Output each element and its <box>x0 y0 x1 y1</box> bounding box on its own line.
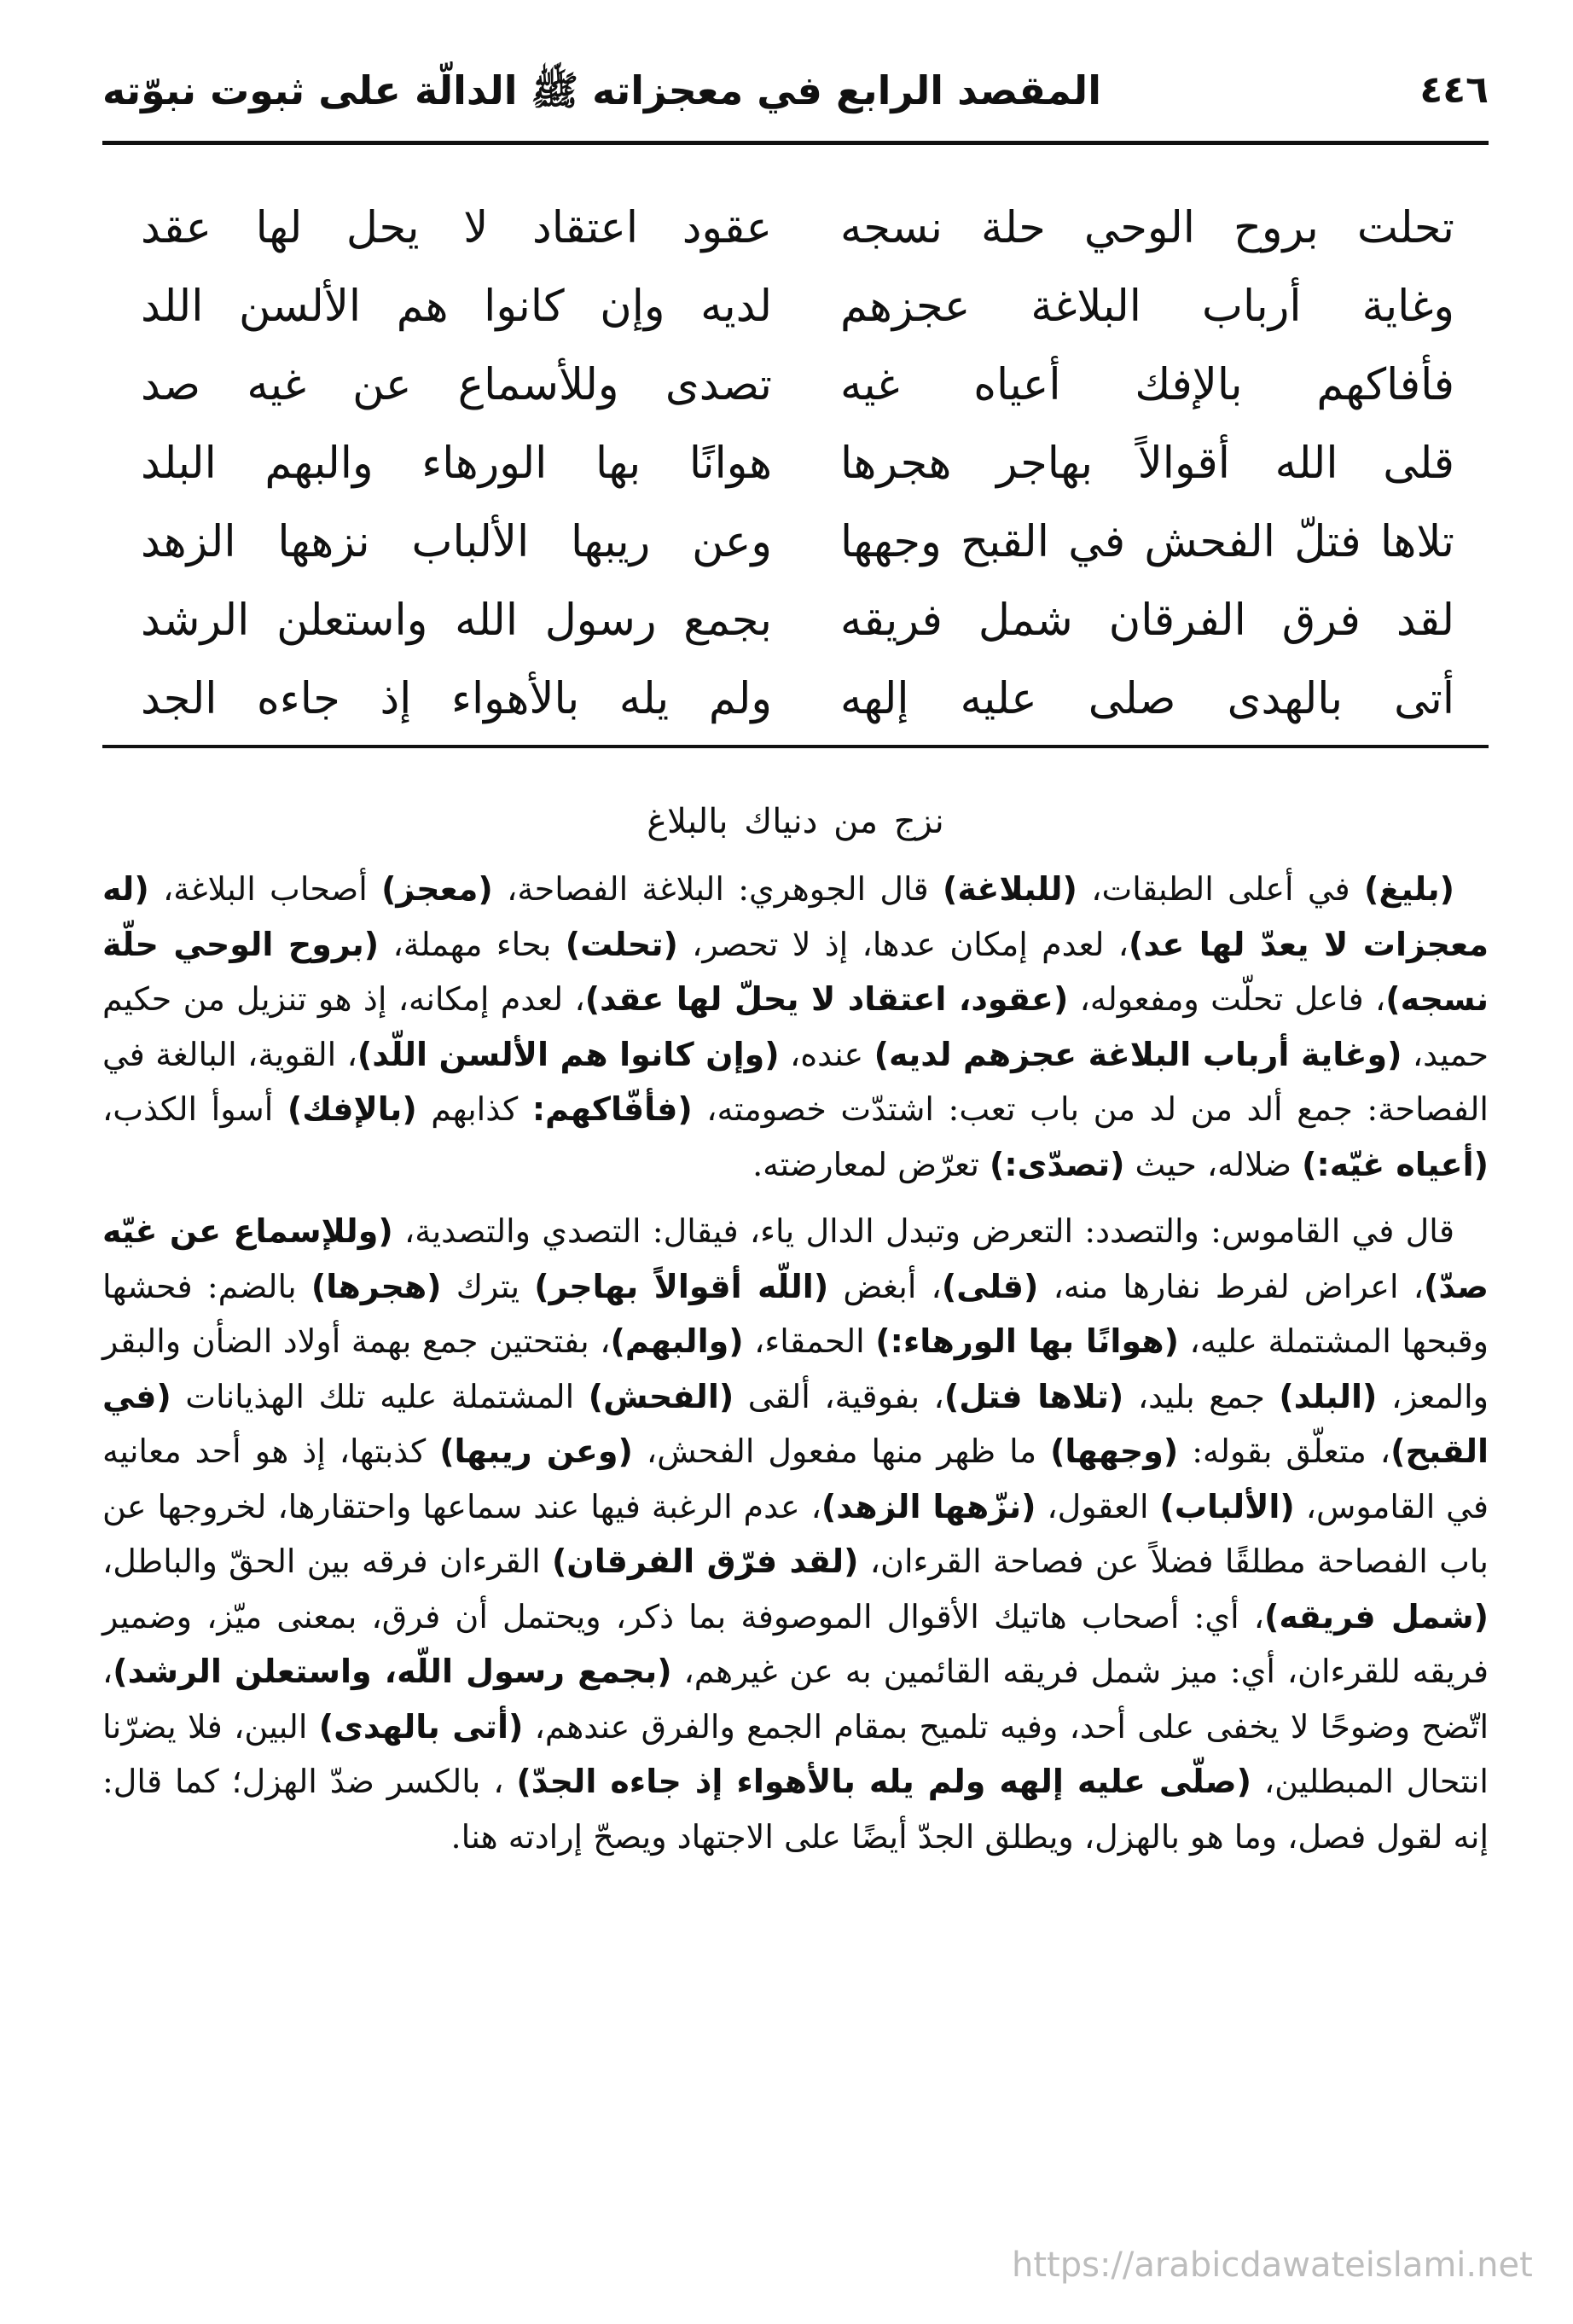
quoted-phrase: (أتى بالهدى) <box>318 1707 524 1746</box>
commentary-run: يترك <box>441 1267 535 1305</box>
commentary-run: ، بفوقية، ألقى <box>734 1377 944 1415</box>
running-title: المقصد الرابع في معجزاته ﷺ الدالّة على ثبوت نبوّته <box>102 67 1101 113</box>
commentary-run: ، القوية، البالغة في الفصاحة: جمع ألد من لد من باب تعب: اشتدّت خصومته، <box>102 1035 1489 1128</box>
page-number: ٤٤٦ <box>1419 68 1489 112</box>
quoted-phrase: (تصدّى:) <box>990 1145 1125 1183</box>
verse-row <box>102 582 1489 660</box>
quoted-phrase: (في القبح) <box>102 1377 1489 1470</box>
quoted-phrase: (وإن كانوا هم الألسن اللّد) <box>357 1035 780 1073</box>
commentary-run: أصحاب البلاغة، <box>148 870 382 908</box>
verse-first-hemistich: تحلت بروح الوحي حلة نسجه <box>840 203 1454 253</box>
verse-second-hemistich: تصدى وللأسماع عن غيه صد <box>141 360 772 410</box>
verse-first-hemistich: قلى الله أقوالاً بهاجر هجرها <box>840 439 1454 489</box>
quoted-phrase: (البلد) <box>1279 1377 1378 1415</box>
verse-first-hemistich: أتى بالهدى صلى عليه إلهه <box>840 674 1454 724</box>
quoted-phrase: (لقد فرّق الفرقان) <box>551 1543 859 1580</box>
verse-row <box>102 346 1489 425</box>
commentary-run: ، اتّضح وضوحًا لا يخفى على أحد، وفيه تلميح بمقام الجمع والفرق عندهم، <box>102 1653 1489 1746</box>
commentary-run: ، فاعل تحلّت ومفعوله، <box>1068 980 1386 1018</box>
commentary-run: قال الجوهري: البلاغة الفصاحة، <box>492 870 943 908</box>
commentary-run: ، لعدم إمكان عدها، إذ لا تحصر، <box>677 925 1129 963</box>
verse-second-hemistich: عقود اعتقاد لا يحل لها عقد <box>141 203 772 253</box>
commentary-run: ، عدم الرغبة فيها عند سماعها واحتقارها، لخروجها عن باب الفصاحة مطلقًا فضلاً عن فصاحة القرءان، <box>102 1487 1489 1580</box>
quoted-phrase: (تلاها فتل) <box>943 1377 1124 1415</box>
commentary-text <box>102 862 1489 1864</box>
quoted-phrase: (الفحش) <box>588 1377 734 1415</box>
quoted-phrase: (وعن ريبها) <box>439 1432 633 1470</box>
commentary-run: ما ظهر منها مفعول الفحش، <box>632 1432 1051 1470</box>
quoted-phrase: (قلى) <box>941 1267 1039 1305</box>
quoted-phrase: (وللإسماع عن غيّه صدّ) <box>102 1212 1489 1305</box>
verse-row <box>102 189 1489 268</box>
quoted-phrase: (بروح الوحي حلّة نسجه) <box>102 925 1489 1018</box>
quoted-phrase: (نزّهها الزهد) <box>821 1487 1036 1525</box>
commentary-run: العقول، <box>1036 1487 1160 1525</box>
quoted-phrase: (هجرها) <box>311 1267 442 1305</box>
quoted-phrase: (والبهم) <box>610 1322 744 1360</box>
commentary-run: ، بالكسر ضدّ الهزل؛ كما قال: إنه لقول فصل، وما هو بالهزل، ويطلق الجدّ أيضًا على الاجتهاد ويصحّ إرادته هنا. <box>102 1763 1489 1856</box>
commentary-run: ، بفتحتين جمع بهمة أولاد الضأن والبقر والمعز، <box>102 1322 1489 1415</box>
verse-row <box>102 425 1489 503</box>
commentary-run: ، أبغض <box>828 1267 942 1305</box>
commentary-run: ، اعراض لفرط نفارها منه، <box>1038 1267 1424 1305</box>
commentary-run: بالضم: فحشها وقبحها المشتملة عليه، <box>102 1267 1489 1360</box>
quoted-phrase: (معجز) <box>381 870 493 908</box>
commentary-paragraph <box>102 1204 1489 1864</box>
quoted-phrase: (بالإفك) <box>287 1090 417 1128</box>
verse-row <box>102 660 1489 739</box>
commentary-run: القرءان فرقه بين الحقّ والباطل، <box>102 1543 552 1580</box>
commentary-run: في أعلى الطبقات، <box>1077 870 1365 908</box>
verse-first-hemistich: لقد فرق الفرقان شمل فريقه <box>840 596 1454 646</box>
quoted-phrase: (وغاية أرباب البلاغة عجزهم لديه) <box>874 1035 1402 1073</box>
commentary-run: كذبتها، إذ هو أحد معانيه في القاموس، <box>102 1432 1489 1525</box>
section-divider <box>102 745 1489 748</box>
commentary-run: المشتملة عليه تلك الهذيانات <box>171 1377 589 1415</box>
verse-second-hemistich: هوانًا بها الورهاء والبهم البلد <box>141 439 772 489</box>
poem-verses <box>102 189 1489 739</box>
section-title: نزج من دنياك بالبلاغ <box>647 802 944 841</box>
verse-second-hemistich: لديه وإن كانوا هم الألسن اللد <box>141 282 772 332</box>
watermark-url[interactable]: https://arabicdawateislami.net <box>1012 2246 1533 2285</box>
commentary-run: ، لعدم إمكانه، إذ هو تنزيل من حكيم حميد، <box>102 980 1489 1073</box>
verse-first-hemistich: وغاية أرباب البلاغة عجزهم <box>840 282 1454 332</box>
verse-second-hemistich: بجمع رسول الله واستعلن الرشد <box>141 596 772 646</box>
verse-first-hemistich: فأفاكهم بالإفك أعياه غيه <box>840 360 1454 410</box>
verse-first-hemistich: تلاها فتلّ الفحش في القبح وجهها <box>840 517 1454 567</box>
commentary-run: ، أي: أصحاب هاتيك الأقوال الموصوفة بما ذكر، ويحتمل أن فرق، بمعنى ميّز، وضمير فريقه للقرءان، أي: ميز شمل فريقه القائمين به عن غيرهم، <box>102 1597 1489 1690</box>
quoted-phrase: (وجهها) <box>1050 1432 1179 1470</box>
commentary-run: أسوأ الكذب، <box>102 1090 287 1128</box>
quoted-phrase: (تحلت) <box>565 925 678 963</box>
commentary-run: تعرّض لمعارضته. <box>752 1145 990 1183</box>
quoted-phrase: (هوانًا بها الورهاء:) <box>875 1322 1179 1360</box>
commentary-run: ضلاله، حيث <box>1124 1145 1303 1183</box>
page-header <box>102 51 1489 145</box>
commentary-run: ، متعلّق بقوله: <box>1178 1432 1391 1470</box>
quoted-phrase: (فأفّاكهم: <box>531 1090 693 1128</box>
quoted-phrase: (عقود، اعتقاد لا يحلّ لها عقد) <box>584 980 1069 1018</box>
verse-second-hemistich: ولم يله بالأهواء إذ جاءه الجد <box>141 674 772 724</box>
quoted-phrase: (الألباب) <box>1159 1487 1295 1525</box>
quoted-phrase: (شمل فريقه) <box>1264 1597 1489 1636</box>
commentary-run: عنده، <box>779 1035 874 1073</box>
commentary-run: جمع بليد، <box>1123 1377 1280 1415</box>
verse-row <box>102 268 1489 346</box>
commentary-run: كذابهم <box>416 1090 532 1128</box>
quoted-phrase: (للبلاغة) <box>943 870 1077 908</box>
verse-second-hemistich: وعن ريبها الألباب نزهها الزهد <box>141 517 772 567</box>
verse-row <box>102 503 1489 582</box>
commentary-run: الحمقاء، <box>743 1322 876 1360</box>
quoted-phrase: (له معجزات لا يعدّ لها عد) <box>102 870 1489 963</box>
quoted-phrase: (بجمع رسول اللّه، واستعلن الرشد) <box>113 1653 672 1690</box>
quoted-phrase: (بليغ) <box>1364 870 1454 908</box>
commentary-paragraph <box>102 862 1489 1192</box>
commentary-run: بحاء مهملة، <box>379 925 566 963</box>
quoted-phrase: (صلّى عليه إلهه ولم يله بالأهواء إذ جاءه الجدّ) <box>516 1763 1251 1800</box>
quoted-phrase: (اللّه أقوالاً بهاجر) <box>534 1267 829 1305</box>
quoted-phrase: (أعياه غيّه:) <box>1302 1145 1489 1183</box>
commentary-run: قال في القاموس: والتصدد: التعرض وتبدل الدال ياء، فيقال: التصدي والتصدية، <box>392 1212 1454 1250</box>
commentary-run: البين، فلا يضرّنا انتحال المبطلين، <box>102 1707 1489 1800</box>
